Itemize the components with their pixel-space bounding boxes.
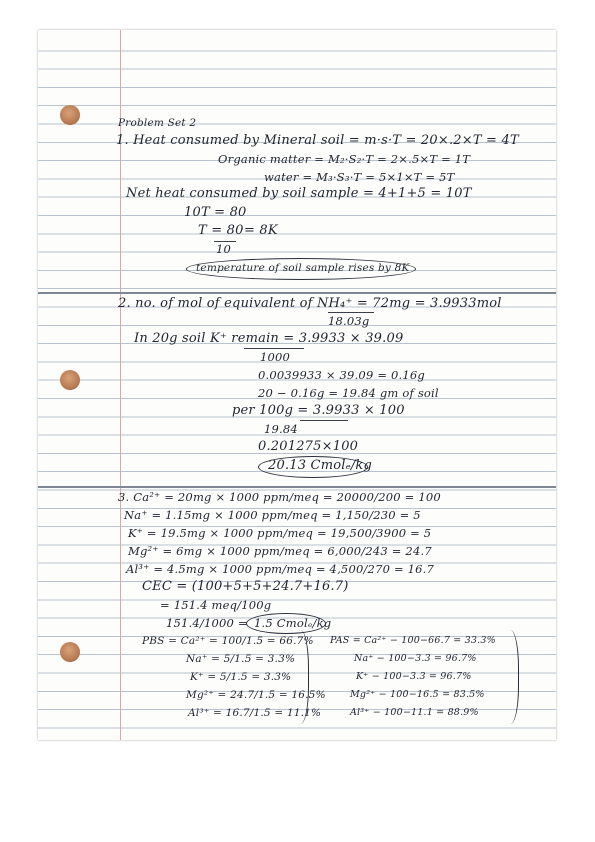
- p1-line-mineral: 1. Heat consumed by Mineral soil = m·s·T = 20×.2×T = 4T: [116, 133, 519, 148]
- p3-row-ca: 3. Ca²⁺ = 20mg × 1000 ppm/meq = 20000/200 = 100: [118, 490, 441, 504]
- p1-line-t-result: = 8K: [244, 223, 278, 238]
- p3-pbs-ca: PBS = Ca²⁺ = 100/1.5 = 66.7%: [142, 635, 314, 647]
- p2-line-grams: 0.0039933 × 39.09 = 0.16g: [258, 368, 425, 382]
- p3-pbs-al: Al³⁺ = 16.7/1.5 = 11.1%: [188, 707, 322, 719]
- binder-hole-top: [60, 105, 80, 125]
- p3-pas-bracket: [498, 630, 519, 724]
- p2-fraction-bar-2: [244, 348, 304, 349]
- p3-pas-al: Al³⁺ − 100−11.1 = 88.9%: [350, 707, 479, 718]
- p3-pas-k: K⁺ − 100−3.3 = 96.7%: [356, 671, 472, 682]
- p3-pbs-na: Na⁺ = 5/1.5 = 3.3%: [186, 653, 296, 665]
- page-title: Problem Set 2: [118, 117, 197, 129]
- p3-pbs-bracket: [288, 630, 309, 724]
- p3-cec-convert: 151.4/1000 =: [166, 616, 248, 630]
- p2-line-equivalent-den: 18.03g: [328, 314, 370, 328]
- p2-line-product: 0.201275×100: [258, 439, 359, 454]
- p1-line-10t: 10T = 80: [184, 205, 247, 220]
- p3-row-al: Al³⁺ = 4.5mg × 1000 ppm/meq = 4,500/270 = 16.7: [126, 562, 435, 576]
- p2-fraction-bar-1: [328, 312, 374, 313]
- p3-row-k: K⁺ = 19.5mg × 1000 ppm/meq = 19,500/3900 = 5: [128, 526, 432, 540]
- section-divider-2: [38, 486, 556, 488]
- binder-hole-middle: [60, 370, 80, 390]
- p3-row-mg: Mg²⁺ = 6mg × 1000 ppm/meq = 6,000/243 = 24.7: [128, 544, 432, 558]
- p2-line-per100-den: 19.84: [264, 422, 298, 436]
- p3-row-na: Na⁺ = 1.15mg × 1000 ppm/meq = 1,150/230 = 5: [124, 508, 421, 522]
- p1-line-t-num: T = 80: [198, 223, 244, 238]
- p3-pas-ca: PAS = Ca²⁺ − 100−66.7 = 33.3%: [330, 635, 496, 646]
- p3-pas-mg: Mg²⁺ − 100−16.5 = 83.5%: [350, 689, 485, 700]
- p2-line-per100: per 100g = 3.9933 × 100: [232, 403, 405, 418]
- binder-hole-bottom: [60, 642, 80, 662]
- p2-line-equivalent: 2. no. of mol of equivalent of NH₄⁺ = 72mg = 3.9933mol: [118, 296, 502, 311]
- p1-line-water: water = M₃·S₃·T = 5×1×T = 5T: [264, 170, 455, 184]
- notebook-sheet: [38, 30, 556, 740]
- p2-fraction-bar-3: [300, 420, 348, 421]
- p2-answer: 20.13 Cmolₑ/kg: [268, 458, 373, 473]
- p3-cec-answer: 1.5 Cmolₑ/kg: [254, 616, 332, 630]
- p1-line-t-den: 10: [216, 242, 232, 256]
- p2-line-k-remain-den: 1000: [260, 350, 291, 364]
- p3-pbs-k: K⁺ = 5/1.5 = 3.3%: [190, 671, 292, 683]
- p1-line-net-heat: Net heat consumed by soil sample = 4+1+5 = 10T: [126, 186, 472, 201]
- p2-line-k-remain: In 20g soil K⁺ remain = 3.9933 × 39.09: [134, 331, 404, 346]
- p1-line-organic: Organic matter = M₂·S₂·T = 2×.5×T = 1T: [218, 152, 471, 166]
- p2-line-soil: 20 − 0.16g = 19.84 gm of soil: [258, 386, 439, 400]
- p3-pas-na: Na⁺ − 100−3.3 = 96.7%: [354, 653, 477, 664]
- p3-cec-meq: = 151.4 meq/100g: [160, 598, 272, 612]
- p3-cec-sum: CEC = (100+5+5+24.7+16.7): [142, 579, 349, 594]
- p3-pbs-mg: Mg²⁺ = 24.7/1.5 = 16.5%: [186, 689, 326, 701]
- p1-answer: temperature of soil sample rises by 8K: [196, 262, 410, 274]
- section-divider-1: [38, 292, 556, 294]
